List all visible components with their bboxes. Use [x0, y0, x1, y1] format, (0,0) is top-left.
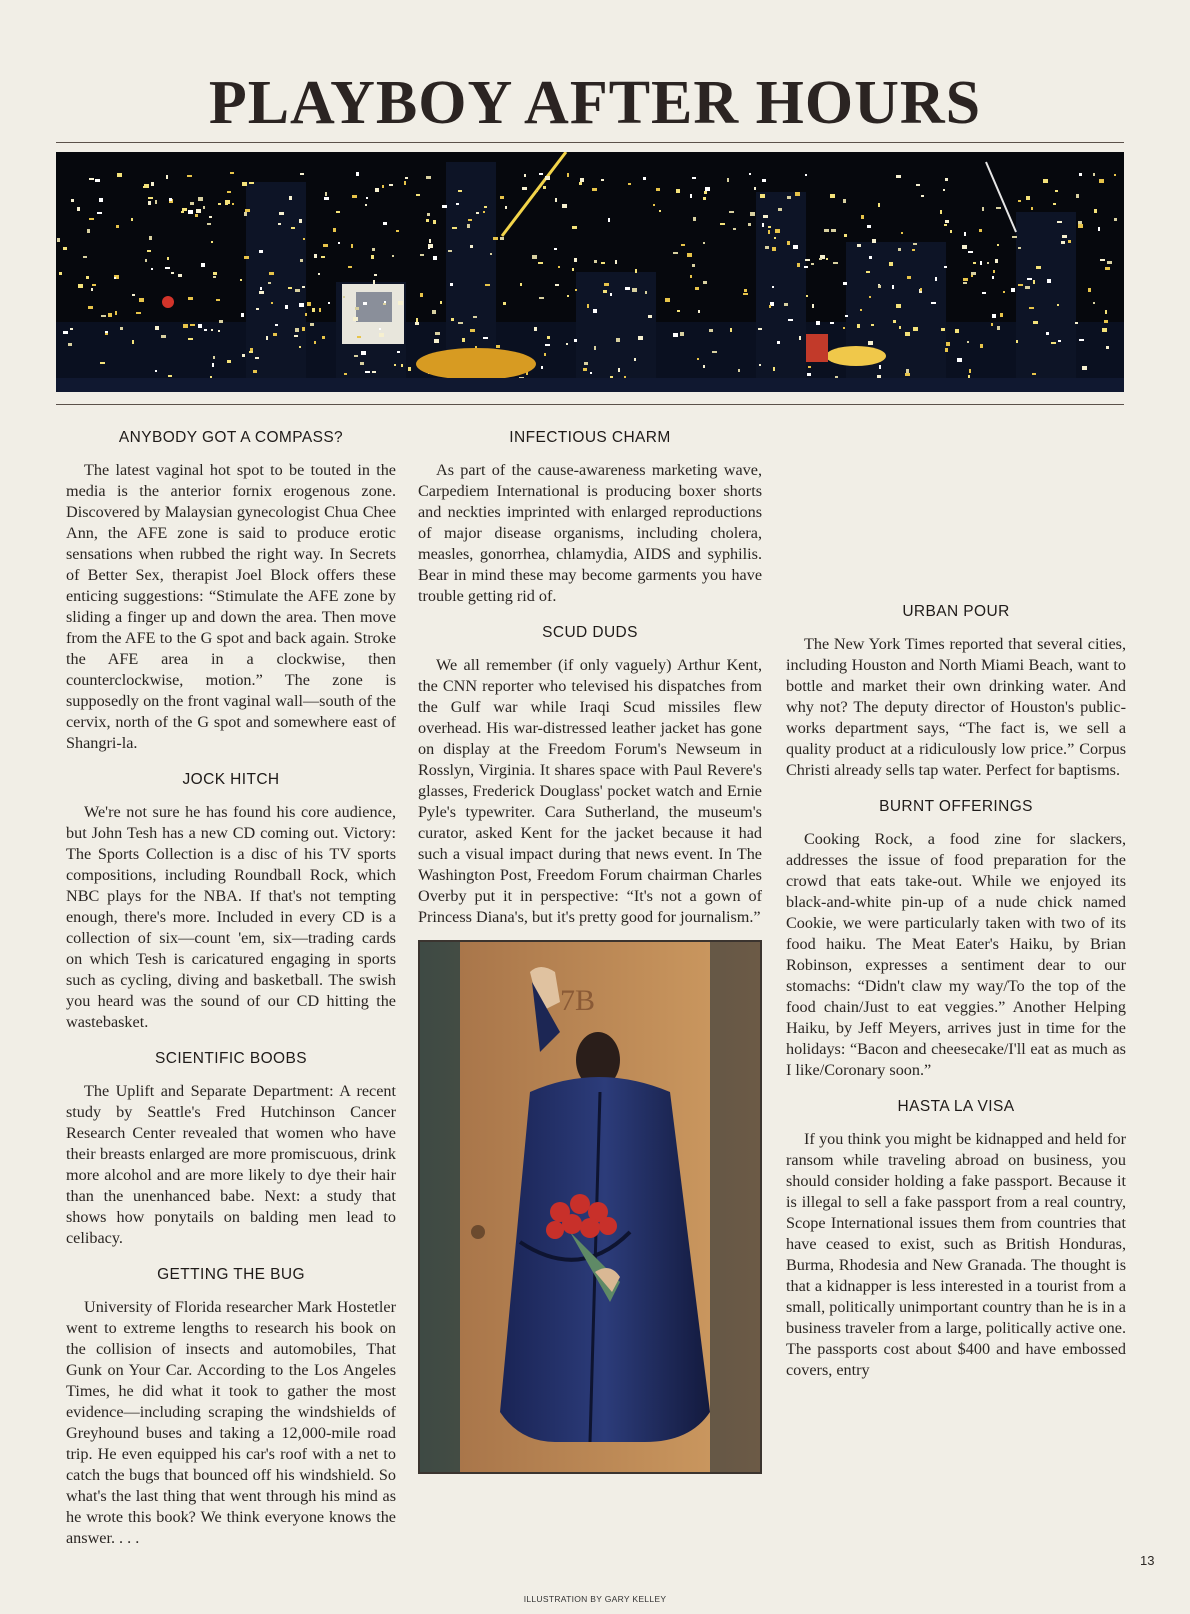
article-body: Cooking Rock, a food zine for slackers, addresses the issue of food preparation for the crowd that eats take-out. While we enjoyed its black-and-white pin-up of a nude chick named Cookie, we were particularly taken with two of its food haiku. The Meat Eater's Haiku, by Brian Robinson, expresses a sentiment dear to our stomachs: “Didn't claw my way/To the top of the food chain/Just to eat veggies.” Another Helping Haiku, by Jeff Meyers, arrives just in time for the holidays: “Bacon and cheesecake/I'll eat as much as I like/Coronary soon.”: [786, 830, 1126, 1079]
article-heading: HASTA LA VISA: [897, 1098, 1015, 1115]
city-skyline-illustration: [56, 152, 1124, 392]
article-body: The Uplift and Separate Department: A recent study by Seattle's Fred Hutchinson Cancer Research Center revealed that women who have their breasts enlarged are more promiscuous, drink more alcohol and are more likely to dye their hair than the unenhanced babe. Next: a study that shows how ponytails on balding men lead to celibacy.: [66, 1082, 396, 1247]
top-rule: [56, 142, 1124, 143]
article-heading: SCUD DUDS: [542, 624, 638, 641]
article-body: The New York Times reported that several cities, including Houston and North Miami Beach, want to bottle and market their own drinking water. And why not? The deputy director of Houston's public-works department says, “The fact is, we sell a quality product at a ridiculously low price.” Corpus Christi already sells tap water. Perfect for baptisms.: [786, 635, 1126, 779]
article-heading: JOCK HITCH: [182, 771, 280, 788]
column-3: [786, 428, 1126, 1381]
door-number: 7B: [560, 984, 596, 1017]
article-heading: URBAN POUR: [902, 603, 1010, 620]
banner-rule: [56, 404, 1124, 405]
man-with-roses-illustration: [418, 940, 762, 1474]
article-heading: GETTING THE BUG: [157, 1266, 305, 1283]
column-1: [66, 428, 396, 1549]
article-heading: SCIENTIFIC BOOBS: [155, 1050, 307, 1067]
page-number: 13: [1140, 1553, 1155, 1568]
illustration-credit: ILLUSTRATION BY GARY KELLEY: [523, 1594, 667, 1604]
article-heading: ANYBODY GOT A COMPASS?: [118, 429, 344, 446]
article-body: As part of the cause-awareness marketing wave, Carpediem International is producing boxer shorts and neckties imprinted with enlarged reproductions of major disease organisms, including cholera, measles, gonorrhea, chlamydia, AIDS and syphilis. Bear in mind these may become garments you have trouble getting rid of.: [418, 461, 762, 605]
article-body: University of Florida researcher Mark Hostetler went to extreme lengths to research his book on the collision of insects and automobiles, That Gunk on Your Car. According to the Los Angeles Times, he did what it took to gather the most evidence—including scraping the windshields of Greyhound buses and taking a 12,000-mile road trip. He even equipped his car's roof with a net to catch the bugs that bounced off his windshield. So what's the last thing that went through his mind as he wrote this book? We think everyone knows the answer. . . .: [66, 1298, 396, 1547]
article-body: If you think you might be kidnapped and held for ransom while traveling abroad on business, you should consider holding a fake passport. Because it is illegal to sell a fake passport from a real country, Scope International issues them from countries that have ceased to exist, such as British Honduras, Burma, Rhodesia and New Granada. The thought is that a kidnapper is less interested in a tourist from a small, politically unimportant country than he is in a business traveler from a large, politically active one. The passports cost about $400 and have embossed covers, entry: [786, 1130, 1126, 1379]
article-body: We all remember (if only vaguely) Arthur Kent, the CNN reporter who televised his dispatches from the Gulf war while Iraqi Scud missiles flew overhead. His war-distressed leather jacket has gone on display at the Freedom Forum's Newseum in Rosslyn, Virginia. It shares space with Paul Revere's glasses, Frederick Douglass' pocket watch and Ernie Pyle's typewriter. Cara Sutherland, the museum's curator, asked Kent for the jacket because it had such a visual impact during that news event. In The Washington Post, Freedom Forum chairman Charles Overby put it in perspective: “It's not a gown of Princess Diana's, but it's pretty good for journalism.”: [418, 656, 762, 926]
article-body: We're not sure he has found his core audience, but John Tesh has a new CD coming out. Victory: The Sports Collection is a disc of his TV sports compositions, including Roundball Rock, which NBC plays for the NBA. If that's not tempting enough, there's more. Included in every CD is a collection of six—count 'em, six—trading cards on which Tesh is caricatured engaging in sports such as cycling, diving and basketball. The swish you heard was the sound of our CD hitting the wastebasket.: [66, 803, 396, 1031]
column-2: [418, 428, 762, 1474]
article-body: The latest vaginal hot spot to be touted in the media is the anterior fornix erogenous zone. Discovered by Malaysian gynecologist Chua Chee Ann, the AFE zone is said to produce erotic sensations when rubbed the right way. In Secrets of Better Sex, therapist Joel Block offers these enticing suggestions: “Stimulate the AFE zone by sliding a finger up and down the area. Then move from the AFE to the G spot and back again. Stroke the AFE area in a clockwise, then counterclockwise, motion.” The zone is supposedly on the front vaginal wall—south of the cervix, north of the G spot and somewhere east of Shangri-la.: [66, 461, 396, 752]
article-heading: BURNT OFFERINGS: [879, 798, 1033, 815]
article-heading: INFECTIOUS CHARM: [509, 429, 671, 446]
masthead-title: PLAYBOY AFTER HOURS: [208, 69, 982, 137]
